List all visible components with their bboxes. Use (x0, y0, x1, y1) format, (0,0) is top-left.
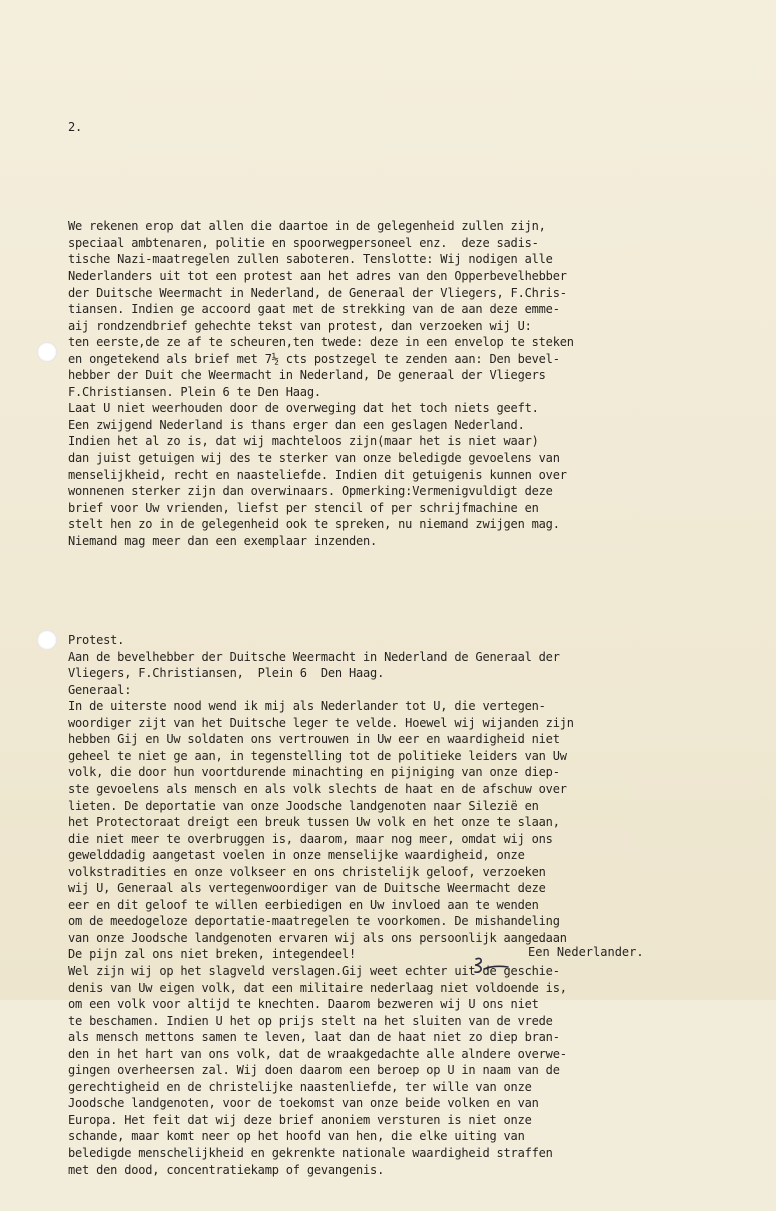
text-line: het Protectoraat dreigt een breuk tussen Uw volk en het onze te slaan, (68, 815, 560, 830)
text-line: Joodsche landgenoten, voor de toekomst van onze beide volken en van (68, 1096, 539, 1111)
text-line: We rekenen erop dat allen die daartoe in de gelegenheid zullen zijn, (68, 219, 546, 234)
text-line: De pijn zal ons niet breken, integendeel! (68, 947, 357, 962)
punch-hole (37, 630, 57, 650)
text-line: Wel zijn wij op het slagveld verslagen.Gij weet echter uit de geschie- (68, 963, 560, 978)
text-line: menselijkheid, recht en naasteliefde. Indien dit getuigenis kunnen over (68, 467, 567, 482)
text-line: volk, die door hun voortdurende minachting en pijniging van onze diep- (68, 765, 560, 780)
text-line: beledigde menschelijkheid en gekrenkte nationale waardigheid straffen (68, 1146, 553, 1160)
text-line: van onze Joodsche landgenoten ervaren wij als ons persoonlijk aangedaan (68, 930, 567, 945)
text-line: te beschamen. Indien U het op prijs stelt na het sluiten van de vrede (68, 1013, 553, 1028)
text-line: om een volk voor altijd te knechten. Daarom bezweren wij U ons niet (68, 997, 539, 1012)
text-line: woordiger zijt van het Duitsche leger te velde. Hoewel wij wijanden zijn (68, 715, 574, 730)
handwritten-initial (472, 955, 512, 977)
text-line: gewelddadig aangetast voelen in onze menselijke waardigheid, onze (68, 848, 525, 863)
text-line: volkstradities en onze volkseer en ons christelijk geloof, verzoeken (68, 864, 546, 879)
text-line: gerechtigheid en de christelijke naastenliefde, ter wille van onze (68, 1079, 532, 1094)
page-number: 2. (68, 120, 83, 135)
text-line: wonnenen sterker zijn dan overwinaars. Opmerking:Vermenigvuldigt deze (68, 484, 553, 499)
text-line: gingen overheersen zal. Wij doen daarom een beroep op U in naam van de (68, 1063, 560, 1078)
text-line: F.Christiansen. Plein 6 te Den Haag. (68, 384, 321, 399)
text-line: Vliegers, F.Christiansen, Plein 6 Den Haag. (68, 666, 385, 681)
text-line: ten eerste,de ze af te scheuren,ten twede: deze in een envelop te steken (68, 335, 574, 350)
text-line: ste gevoelens als mensch en als volk slechts de haat en de afschuw over (68, 781, 567, 796)
text-line: Indien het al zo is, dat wij machteloos zijn(maar het is niet waar) (68, 434, 539, 449)
text-line: der Duitsche Weermacht in Nederland, de Generaal der Vliegers, F.Chris- (68, 285, 567, 300)
text-line: geheel te niet ge aan, in tegenstelling tot de politieke leiders van Uw (68, 748, 567, 763)
text-line: tische Nazi-maatregelen zullen saboteren. Tenslotte: Wij nodigen alle (68, 252, 553, 267)
text-line: hebber der Duit che Weermacht in Nederland, De generaal der Vliegers (68, 368, 546, 383)
text-line: brief voor Uw vrienden, liefst per stencil of per schrijfmachine en (68, 500, 539, 515)
text-line: denis van Uw eigen volk, dat een militaire nederlaag niet voldoende is, (68, 980, 567, 995)
text-line: en ongetekend als brief met 7½ cts postzegel te zenden aan: Den bevel- (68, 351, 560, 366)
text-line: die niet meer te overbruggen is, daarom, maar nog meer, omdat wij ons (68, 831, 553, 846)
text-line: Een zwijgend Nederland is thans erger dan een geslagen Nederland. (68, 417, 525, 432)
text-line: Niemand mag meer dan een exemplaar inzenden. (68, 533, 378, 548)
text-line: Laat U niet weerhouden door de overweging dat het toch niets geeft. (68, 401, 539, 416)
text-line: Generaal: (68, 682, 132, 697)
text-line: met den dood, concentratiekamp of gevangenis. (68, 1162, 385, 1177)
text-line: aij rondzendbrief gehechte tekst van protest, dan verzoeken wij U: (68, 318, 532, 333)
text-line: Europa. Het feit dat wij deze brief anoniem versturen is niet onze (68, 1112, 532, 1127)
typed-letter (68, 86, 748, 1211)
text-line: schande, maar komt neer op het hoofd van hen, die elke uiting van (68, 1129, 525, 1144)
text-line: Protest. (68, 633, 125, 648)
text-line: dan juist getuigen wij des te sterker van onze beledigde gevoelens van (68, 451, 560, 466)
text-line: tiansen. Indien ge accoord gaat met de strekking van de aan deze emme- (68, 302, 560, 317)
text-line: stelt hen zo in de gelegenheid ook te spreken, nu niemand zwijgen mag. (68, 517, 560, 532)
text-line: wij U, Generaal als vertegenwoordiger van de Duitsche Weermacht deze (68, 881, 546, 896)
text-line: Aan de bevelhebber der Duitsche Weermacht in Nederland de Generaal der (68, 649, 560, 664)
text-line: den in het hart van ons volk, dat de wraakgedachte alle alndere overwe- (68, 1046, 567, 1061)
text-line: Nederlanders uit tot een protest aan het adres van den Opperbevelhebber (68, 269, 567, 284)
text-line: als mensch mettons samen te leven, laat dan de haat niet zo diep bran- (68, 1030, 560, 1045)
text-line: om de meedogeloze deportatie-maatregelen te voorkomen. De mishandeling (68, 914, 560, 929)
punch-hole (37, 342, 57, 362)
signature: Een Nederlander. (528, 945, 644, 959)
text-line: lieten. De deportatie van onze Joodsche landgenoten naar Silezië en (68, 798, 539, 813)
intro-paragraph (68, 218, 748, 549)
text-line: In de uiterste nood wend ik mij als Nederlander tot U, die vertegen- (68, 699, 546, 714)
text-line: hebben Gij en Uw soldaten ons vertrouwen in Uw eer en waardigheid niet (68, 732, 560, 747)
text-line: speciaal ambtenaren, politie en spoorwegpersoneel enz. deze sadis- (68, 235, 539, 250)
text-line: eer en dit geloof te willen eerbiedigen en Uw invloed aan te wenden (68, 897, 539, 912)
protest-letter (68, 632, 748, 1178)
